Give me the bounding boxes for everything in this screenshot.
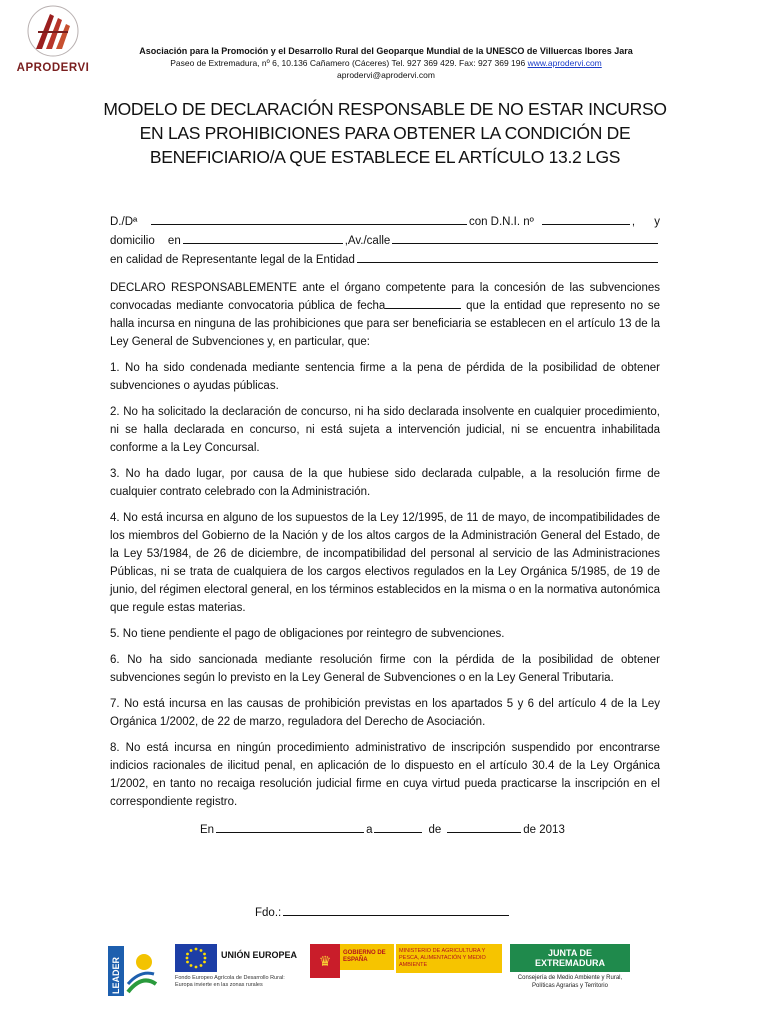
logo-text: APRODERVI [16, 62, 90, 74]
representative-line [110, 250, 660, 269]
eu-logo [175, 944, 300, 1004]
en-label: En [200, 824, 215, 836]
d-label: D./Dª [110, 216, 138, 228]
aprodervi-emblem-icon [14, 4, 92, 60]
letterhead [96, 45, 676, 81]
leader-emblem-icon [108, 944, 160, 998]
signature-field[interactable] [283, 903, 509, 916]
spain-shield-icon: ♛ [310, 944, 340, 978]
dni-field[interactable] [542, 212, 630, 225]
street-field[interactable] [392, 231, 658, 244]
list-item: 2. No ha solicitado la declaración de concurso, ni ha sido declarada insolvente en cualquier procedimiento, ni se halla declarada en concurso, ni está sujeta a intervención judicial, ni se encuentra inhabilitada conforme a la Ley Concursal. [110, 406, 660, 454]
day-field[interactable] [374, 820, 422, 833]
leader-logo [108, 944, 160, 1004]
title-line-3: BENEFICIARIO/A QUE ESTABLECE EL ARTÍCULO 13.2 LGS [149, 147, 621, 167]
junta-title: JUNTA DE EXTREMADURA [510, 944, 630, 972]
declaration-text-1: DECLARO RESPONSABLEMENTE ante el órgano competente para la concesión de las subvenciones convocadas mediante convocatoria pública de fecha [110, 282, 660, 312]
name-field[interactable] [151, 212, 467, 225]
domicilio-field[interactable] [183, 231, 343, 244]
junta-logo [510, 944, 630, 1004]
eu-subtitle-2: Europa invierte en las zonas rurales [175, 982, 263, 988]
signature-line [255, 903, 509, 919]
website-link[interactable]: www.aprodervi.com [527, 58, 602, 68]
list-item: 7. No está incursa en las causas de prohibición previstas en los apartados 5 y 6 del artículo 4 de la Ley Orgánica 1/2002, de 22 de marzo, reguladora del Derecho de Asociación. [110, 698, 660, 728]
gobierno-logo [310, 944, 505, 1004]
list-item: 3. No ha dado lugar, por causa de la que hubiese sido declarada culpable, a la resolución firme de cualquier contrato celebrado con la Administración. [110, 468, 660, 498]
y-label: , y [631, 216, 660, 228]
eu-subtitle-1: Fondo Europeo Agrícola de Desarrollo Rural: [175, 975, 285, 981]
svg-text:LEADER: LEADER [111, 956, 121, 994]
address-line [96, 57, 676, 69]
gobierno-text: GOBIERNO DE ESPAÑA [340, 944, 394, 970]
identity-line [110, 212, 660, 231]
year-label: de 2013 [523, 824, 565, 836]
date-field[interactable] [385, 297, 461, 309]
document-title [100, 97, 670, 169]
signature-label: Fdo.: [255, 907, 282, 919]
declaration-text-2: que la entidad que represento no se halla incursa en ninguna de las prohibiciones que para ser beneficiaria se establecen en el artículo 13 de la Ley General de Subvenciones y, en particular, que: [110, 300, 661, 348]
place-field[interactable] [216, 820, 364, 833]
address-text: Paseo de Extremadura, nº 6, 10.136 Cañamero (Cáceres) Tel. 927 369 429. Fax: 927 369 196 [170, 58, 526, 68]
ministerio-text: MINISTERIO DE AGRICULTURA Y PESCA, ALIMENTACIÓN Y MEDIO AMBIENTE [396, 944, 502, 973]
place-date-line [200, 820, 565, 836]
eu-title: UNIÓN EUROPEA [221, 950, 298, 960]
title-line-1: MODELO DE DECLARACIÓN RESPONSABLE DE NO ESTAR INCURSO [103, 99, 667, 119]
document-body [110, 212, 660, 811]
list-item: 8. No está incursa en ningún procedimiento administrativo de inscripción suspendido por encontrarse indicios racionales de ilicitud penal, en aplicación de lo dispuesto en el artículo 30.4 de la Ley Orgánica 1/2002, en tanto no recaiga resolución judicial firme en cuya virtud pueda practicarse la inscripción en el correspondiente registro. [110, 742, 660, 808]
aprodervi-logo [14, 4, 92, 76]
domicilio-label: domicilio en [110, 235, 181, 247]
list-item: 1. No ha sido condenada mediante sentencia firme a la pena de pérdida de la posibilidad de obtener subvenciones o ayudas públicas. [110, 362, 660, 392]
address-form-line [110, 231, 660, 250]
avcalle-label: ,Av./calle [344, 235, 391, 247]
month-field[interactable] [447, 820, 521, 833]
representante-label: en calidad de Representante legal de la Entidad [110, 254, 355, 266]
a-label: a [366, 824, 373, 836]
entity-field[interactable] [357, 250, 658, 263]
list-item: 4. No está incursa en alguno de los supuestos de la Ley 12/1995, de 11 de mayo, de incompatibilidades de los miembros del Gobierno de la Nación y de los altos cargos de la Administración General del Estado, de la Ley 53/1984, de 26 de diciembre, de incompatibilidad del personal al servicio de las Administraciones Públicas, ni se trata de cualquiera de los cargos electivos regulados en la Ley Orgánica 5/1985, de 19 de junio, del régimen electoral general, en los términos establecidos en la misma o en la normativa autonómica que regule estas materias. [110, 512, 660, 614]
declaration-paragraph [110, 279, 660, 351]
eu-flag-icon [175, 944, 217, 972]
title-line-2: EN LAS PROHIBICIONES PARA OBTENER LA CONDICIÓN DE [139, 123, 631, 143]
de-label: de [428, 824, 442, 836]
junta-subtitle: Consejería de Medio Ambiente y Rural, Políticas Agrarias y Territorio [517, 975, 623, 989]
list-item: 6. No ha sido sancionada mediante resolución firme con la pérdida de la posibilidad de obtener subvenciones según lo previsto en la Ley General de Subvenciones o en la Ley General Tributaria. [110, 654, 660, 684]
list-item: 5. No tiene pendiente el pago de obligaciones por reintegro de subvenciones. [110, 628, 505, 640]
dni-label: con D.N.I. nº [468, 216, 534, 228]
email-text: aprodervi@aprodervi.com [337, 70, 435, 80]
organization-name: Asociación para la Promoción y el Desarrollo Rural del Geoparque Mundial de la UNESCO de Villuercas Ibores Jara [139, 46, 633, 56]
